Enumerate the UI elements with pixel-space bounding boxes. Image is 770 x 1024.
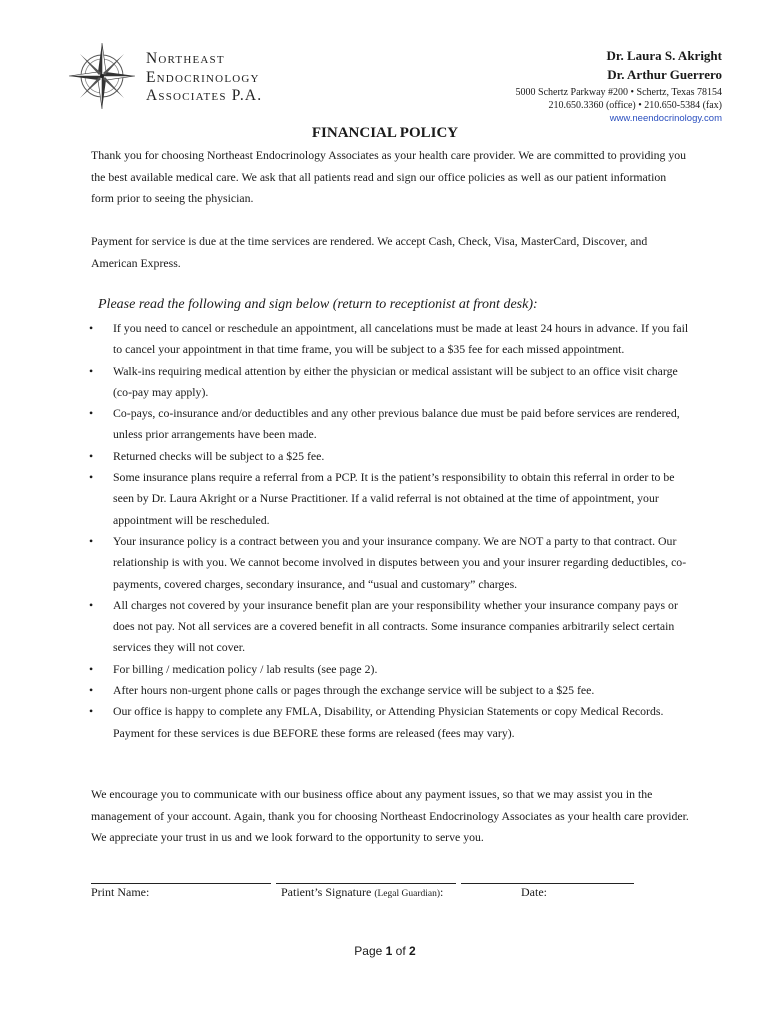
logo-line-1: Northeast	[146, 50, 225, 67]
logo-line-3: Associates P.A.	[146, 87, 263, 104]
compass-logo-icon	[68, 42, 136, 110]
payment-paragraph: Payment for service is due at the time services are rendered. We accept Cash, Check, Visa, MasterCard, Discover, and American Express.	[91, 234, 648, 270]
list-item-text: Walk-ins requiring medical attention by either the physician or medical assistant will be subject to an office visit charge (co-pay may apply).	[113, 363, 678, 399]
signature-label	[281, 885, 443, 900]
list-item-text: Co-pays, co-insurance and/or deductibles and any other previous balance due must be paid before services are rendered, unless prior arrangements have been made.	[113, 406, 680, 442]
letterhead-contact	[516, 46, 722, 125]
page-indicator	[0, 944, 770, 958]
date-label: Date:	[521, 885, 547, 899]
bullet-icon: •	[89, 704, 94, 719]
list-item-text: Returned checks will be subject to a $25 fee.	[113, 448, 325, 463]
closing-paragraph: We encourage you to communicate with our business office about any payment issues, so that we may assist you in the management of your account. Again, thank you for choosing Northeast Endocrinology Associates as your health care provider. We appreciate your trust in us and we look forward to the opportunity to serve you.	[91, 787, 689, 844]
print-name-line[interactable]	[91, 883, 271, 884]
signature-label-text: Patient’s Signature	[281, 885, 372, 899]
doctor-name-2: Dr. Arthur Guerrero	[607, 67, 722, 82]
list-item	[89, 701, 694, 744]
bullet-icon: •	[89, 533, 94, 548]
list-item	[89, 446, 694, 467]
bullet-icon: •	[89, 406, 94, 421]
list-item-text: All charges not covered by your insurance benefit plan are your responsibility whether your insurance company pays or does not pay. Not all services are a covered benefit in all contracts. Some insurance companies arbitrarily select certain services they will not cover.	[113, 597, 678, 655]
bullet-icon: •	[89, 470, 94, 485]
list-item-text: Your insurance policy is a contract between you and your insurance company. We are NOT a party to that contract. Our relationship is with you. We cannot become involved in disputes between you and your insurer regarding deductibles, co-payments, covered charges, secondary insurance, and “usual and customary” charges.	[113, 533, 687, 591]
date-line[interactable]	[461, 883, 634, 884]
list-item	[89, 318, 694, 361]
list-item	[89, 361, 694, 404]
list-item-text: If you need to cancel or reschedule an appointment, all cancelations must be made at least 24 hours in advance. If you fail to cancel your appointment in that time frame, you will be subject to a $35 fee for each missed appointment.	[113, 321, 689, 357]
intro-paragraph: Thank you for choosing Northeast Endocrinology Associates as your health care provider. We are committed to providing you the best available medical care. We ask that all patients read and sign our office policies as well as our patient information form prior to seeing the physician.	[91, 148, 687, 205]
list-item	[89, 531, 694, 595]
list-item-text: For billing / medication policy / lab results (see page 2).	[113, 661, 378, 676]
instructions-heading: Please read the following and sign below (return to receptionist at front desk):	[98, 297, 538, 312]
of-word: of	[395, 944, 406, 958]
list-item-text: Some insurance plans require a referral from a PCP. It is the patient’s responsibility to obtain this referral in order to be seen by Dr. Laura Akright or a Nurse Practitioner. If a valid referral is not obtained at the time of appointment, your appointment will be rescheduled.	[113, 470, 675, 527]
bullet-icon: •	[89, 661, 94, 676]
doctor-name-1: Dr. Laura S. Akright	[606, 48, 722, 63]
bullet-icon: •	[89, 683, 94, 698]
bullet-icon: •	[89, 597, 94, 612]
list-item-text: After hours non-urgent phone calls or pages through the exchange service will be subject to a $25 fee.	[113, 683, 595, 698]
phone-fax: 210.650.3360 (office) • 210.650-5384 (fax)	[548, 99, 722, 111]
bullet-icon: •	[89, 321, 94, 335]
legal-guardian-note: (Legal Guardian)	[374, 889, 441, 899]
print-name-label: Print Name:	[91, 885, 150, 899]
bullet-icon: •	[89, 448, 94, 463]
website-link[interactable]: www.neendocrinology.com	[609, 113, 722, 124]
list-item-text: Our office is happy to complete any FMLA, Disability, or Attending Physician Statements or copy Medical Records. Payment for these services is due BEFORE these forms are released (fees may vary).	[113, 704, 664, 740]
total-pages: 2	[409, 944, 416, 958]
practice-logo-text	[146, 50, 262, 106]
bullet-icon: •	[89, 363, 94, 378]
list-item	[89, 680, 694, 701]
page-word: Page	[354, 944, 383, 958]
list-item	[89, 403, 694, 446]
policy-list	[89, 318, 694, 744]
list-item	[89, 467, 694, 531]
signature-colon: :	[440, 885, 444, 899]
list-item	[89, 595, 694, 659]
current-page: 1	[385, 944, 393, 958]
list-item	[89, 659, 694, 680]
logo-line-2: Endocrinology	[146, 68, 260, 86]
page-title: FINANCIAL POLICY	[311, 125, 459, 141]
signature-line[interactable]	[276, 883, 456, 884]
address: 5000 Schertz Parkway #200 • Schertz, Texas 78154	[515, 87, 722, 98]
